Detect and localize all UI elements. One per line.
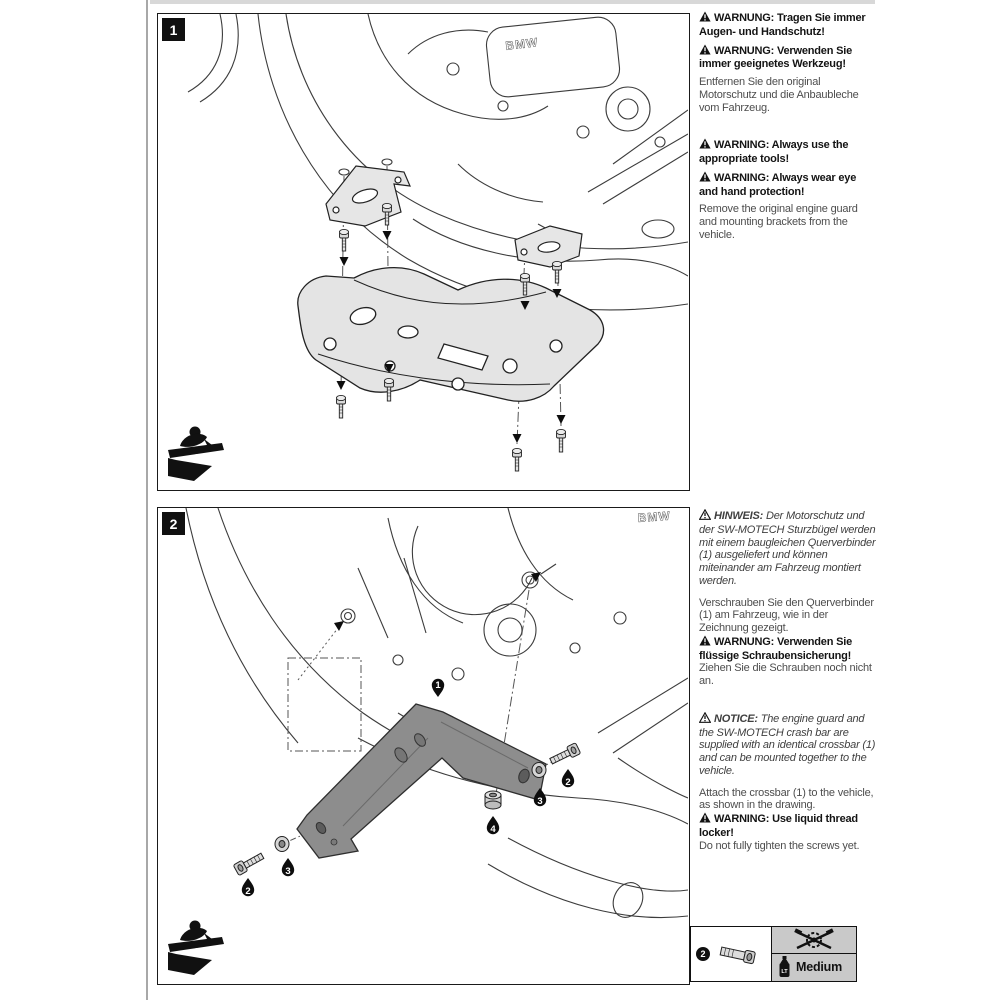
warning-triangle-icon [699, 44, 711, 59]
body-paragraph-en-1: Attach the crossbar (1) to the vehicle, as shown in the drawing. [699, 786, 874, 812]
body-paragraph-de: Entfernen Sie den original Motorschutz und die Anbaubleche vom Fahrzeug. [699, 76, 859, 114]
svg-text:4: 4 [490, 824, 496, 835]
mounting-bracket-front [326, 166, 410, 226]
sw-motech-logo-icon [168, 427, 224, 482]
warning-triangle-icon [699, 635, 711, 650]
notice-paragraph-en: NOTICE: The engine guard and the SW-MOTECH crash bar are supplied with an identical crossbar (1) and can be mounted together to the vehicle. [699, 712, 876, 777]
scan-artifact-left-edge [146, 0, 148, 1000]
callout-1 [432, 679, 444, 697]
notice-triangle-icon [699, 509, 711, 524]
warning-triangle-icon [699, 812, 711, 827]
step-1-panel [157, 13, 690, 491]
bmw-brand-mark: BMW [504, 35, 540, 53]
bottle-label: LT [781, 969, 788, 975]
warning-triangle-icon [699, 171, 711, 186]
body-paragraph-en-2: Do not fully tighten the screws yet. [699, 839, 860, 852]
sw-motech-logo-icon [168, 921, 224, 976]
scan-artifact-top-edge [150, 0, 875, 4]
warning-heading-en-2: WARNING: Always wear eye and hand protection! [699, 171, 857, 198]
step-2-number-badge: 2 [162, 512, 185, 535]
callout-2 [562, 769, 574, 788]
step-1-instructions [699, 11, 877, 252]
notice-paragraph-de: HINWEIS: Der Motorschutz und der SW-MOTECH Sturzbügel werden mit einem baugleichen Querverbinder (1) ausgeliefert und können miteinander am Fahrzeug montiert werden. [699, 510, 876, 587]
warning-heading-de-1: WARNUNG: Tragen Sie immer Augen- und Handschutz! [699, 12, 866, 38]
warning-triangle-icon [699, 138, 711, 153]
warning-heading-de: WARNUNG: Verwenden Sie flüssige Schraubensicherung! [699, 635, 853, 662]
svg-text:3: 3 [285, 866, 291, 877]
step-2-instructions [699, 509, 877, 862]
body-paragraph-en: Remove the original engine guard and mounting brackets from the vehicle. [699, 203, 858, 241]
threadlocker-strength-label: Medium [796, 960, 843, 974]
svg-text:1: 1 [435, 680, 441, 691]
screw-icon [713, 939, 761, 969]
body-paragraph-de-1: Verschrauben Sie den Querverbinder (1) am Fahrzeug, wie in der Zeichnung gezeigt. [699, 596, 874, 634]
body-paragraph-de-2: Ziehen Sie die Schrauben noch nicht an. [699, 662, 872, 687]
part-number-badge: 2 [696, 947, 710, 961]
step-2-diagram [158, 508, 688, 983]
warning-heading-de-2: WARNUNG: Verwenden Sie immer geeignetes Werkzeug! [699, 44, 853, 71]
bmw-brand-mark: BMW [637, 508, 672, 525]
callout-4 [487, 816, 499, 835]
part-item-cell [690, 926, 772, 982]
warning-heading-en: WARNING: Use liquid thread locker! [699, 813, 858, 839]
threadlocker-bottle-icon [778, 956, 791, 978]
step-1-diagram [158, 14, 688, 489]
engine-line-art [188, 14, 688, 310]
step-1-number-badge: 1 [162, 18, 185, 41]
crossbar-part [297, 704, 546, 858]
step-2-panel [157, 507, 690, 985]
threadlocker-strength-row [772, 954, 856, 980]
no-power-tools-row [772, 927, 856, 954]
threadlocker-cell [772, 926, 857, 982]
svg-text:2: 2 [245, 886, 251, 897]
warning-triangle-icon [699, 11, 711, 26]
notice-triangle-icon [699, 712, 711, 727]
warning-heading-en-1: WARNING: Always use the appropriate tools! [699, 139, 849, 165]
parts-legend-box [690, 926, 857, 982]
svg-text:2: 2 [565, 777, 571, 788]
callout-2b [242, 878, 254, 897]
no-power-tools-icon [791, 928, 837, 952]
callout-3b [282, 858, 294, 877]
svg-text:3: 3 [537, 796, 543, 807]
